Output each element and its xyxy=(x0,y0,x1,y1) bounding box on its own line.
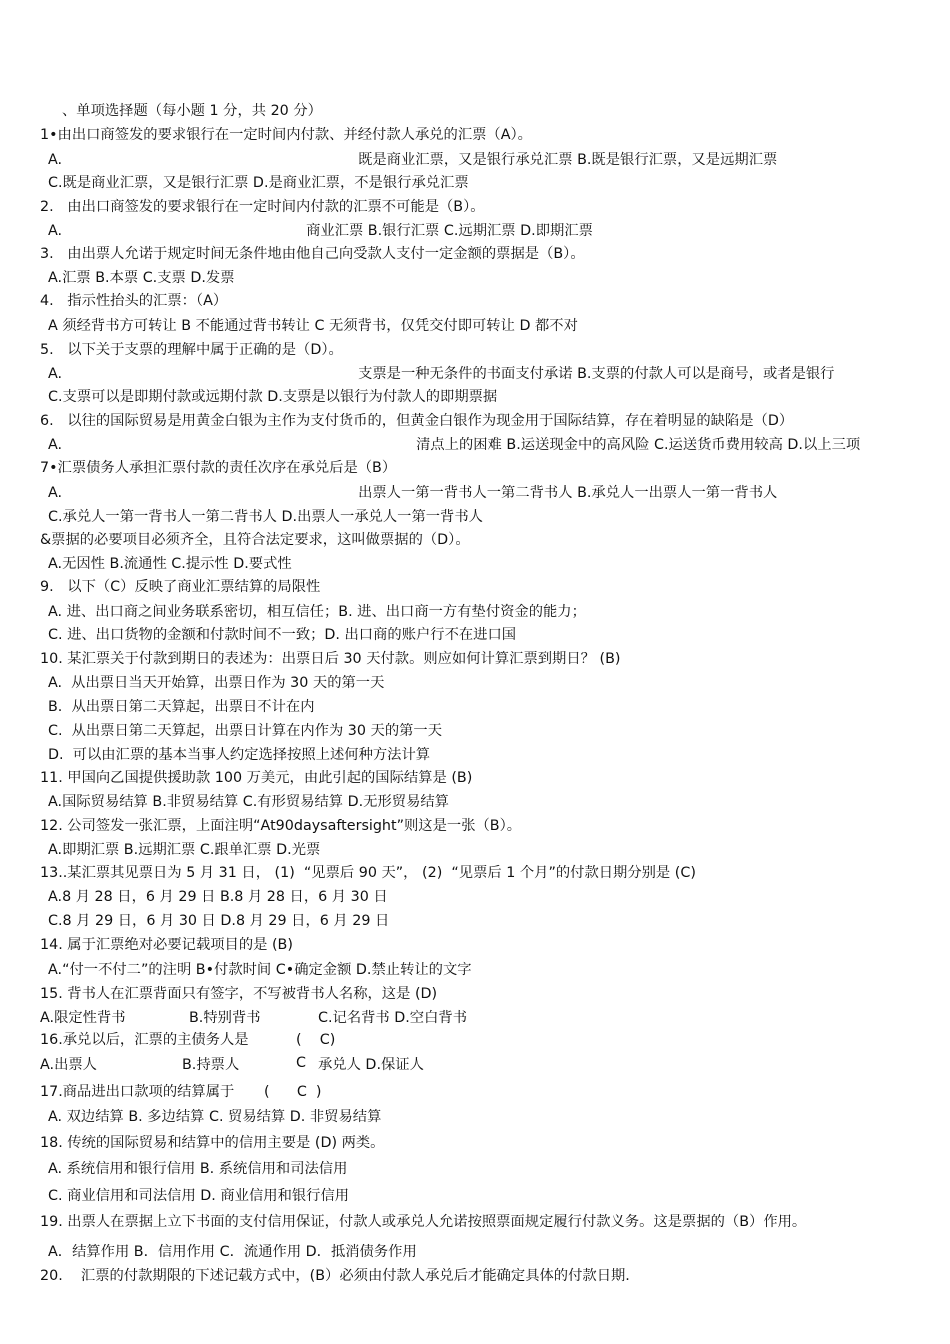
question-2: 2. 由出口商签发的要求银行在一定时间内付款的汇票不可能是（B）。 xyxy=(40,199,485,215)
question-6: 6. 以往的国际贸易是用黄金白银为主作为支付货币的，但黄金白银作为现金用于国际结算，存在着明显的缺陷是（D） xyxy=(40,413,794,429)
question-9: 9. 以下（C）反映了商业汇票结算的局限性 xyxy=(40,579,321,595)
question-6-options xyxy=(48,436,860,454)
question-4: 4. 指示性抬头的汇票：（A） xyxy=(40,293,228,309)
question-14-options: A.“付一不付二”的注明 B•付款时间 C•确定金额 D.禁止转让的文字 xyxy=(48,962,472,978)
question-13-options-ab: A.8 月 28 日，6 月 29 日 B.8 月 28 日，6 月 30 日 xyxy=(48,889,388,905)
option-mark: A. xyxy=(48,152,63,168)
question-9-options-ab: A. 进、出口商之间业务联系密切，相互信任；B. 进、出口商一方有垫付资金的能力； xyxy=(48,604,586,620)
question-10-option-c: C. 从出票日第二天算起，出票日计算在内作为 30 天的第一天 xyxy=(48,723,443,739)
question-7-options-cd: C.承兑人一第一背书人一第二背书人 D.出票人一承兑人一第一背书人 xyxy=(48,509,483,525)
question-3-options: A.汇票 B.本票 C.支票 D.发票 xyxy=(48,270,235,286)
question-16-options-cd: 承兑人 D.保证人 xyxy=(318,1057,424,1073)
question-12-options: A.即期汇票 B.远期汇票 C.跟单汇票 D.光票 xyxy=(48,842,321,858)
question-16-option-c-mark: C xyxy=(296,1055,306,1071)
section-heading: 、单项选择题（每小题 1 分，共 20 分） xyxy=(62,103,322,119)
option-mark: A. xyxy=(48,437,63,453)
question-20: 20. 汇票的付款期限的下述记载方式中，(B）必须由付款人承兑后才能确定具体的付款日期. xyxy=(40,1268,630,1284)
question-17-options: A. 双边结算 B. 多边结算 C. 贸易结算 D. 非贸易结算 xyxy=(48,1109,382,1125)
question-10: 10. 某汇票关于付款到期日的表述为：出票日后 30 天付款。则应如何计算汇票到期日？ (B) xyxy=(40,651,621,667)
question-9-options-cd: C. 进、出口货物的金额和付款时间不一致；D. 出口商的账户行不在进口国 xyxy=(48,627,517,643)
question-18-options-ab: A. 系统信用和银行信用 B. 系统信用和司法信用 xyxy=(48,1161,348,1177)
question-5-options-cd: C.支票可以是即期付款或远期付款 D.支票是以银行为付款人的即期票据 xyxy=(48,389,498,405)
question-16-option-a: A.出票人 xyxy=(40,1057,97,1073)
question-12: 12. 公司签发一张汇票，上面注明“At90daysaftersight”则这是一张（B）。 xyxy=(40,818,522,834)
question-15-options-cd: C.记名背书 D.空白背书 xyxy=(318,1010,467,1026)
question-10-option-d: D. 可以由汇票的基本当事人约定选择按照上述何种方法计算 xyxy=(48,747,431,763)
option-text: 出票人一第一背书人一第二背书人 B.承兑人一出票人一第一背书人 xyxy=(358,485,778,501)
question-3: 3. 由出票人允诺于规定时间无条件地由他自己向受款人支付一定金额的票据是（B）。 xyxy=(40,246,585,262)
question-17-answer: ( C ) xyxy=(264,1084,322,1100)
question-13: 13..某汇票其见票日为 5 月 31 日， (1) “见票后 90 天”， (2) “见票后 1 个月”的付款日期分别是 (C) xyxy=(40,865,696,881)
question-11-options: A.国际贸易结算 B.非贸易结算 C.有形贸易结算 D.无形贸易结算 xyxy=(48,794,449,810)
question-2-options xyxy=(48,222,593,240)
question-1-options-ab xyxy=(48,151,777,169)
option-text: 既是商业汇票，又是银行承兑汇票 B.既是银行汇票，又是远期汇票 xyxy=(358,152,778,168)
question-8: &票据的必要项目必须齐全，且符合法定要求，这叫做票据的（D）。 xyxy=(40,532,470,548)
question-15-option-b: B.特别背书 xyxy=(189,1010,261,1026)
question-14: 14. 属于汇票绝对必要记载项目的是 (B) xyxy=(40,937,293,953)
question-18: 18. 传统的国际贸易和结算中的信用主要是 (D) 两类。 xyxy=(40,1135,385,1151)
question-19: 19. 出票人在票据上立下书面的支付信用保证，付款人或承兑人允诺按照票面规定履行付款义务。这是票据的（B）作用。 xyxy=(40,1214,807,1230)
question-16-answer: ( C) xyxy=(296,1032,336,1048)
question-10-option-a: A. 从出票日当天开始算，出票日作为 30 天的第一天 xyxy=(48,675,385,691)
question-15: 15. 背书人在汇票背面只有签字，不写被背书人名称，这是 (D) xyxy=(40,986,438,1002)
question-4-options: A 须经背书方可转让 B 不能通过背书转让 C 无须背书，仅凭交付即可转让 D 都不对 xyxy=(48,318,578,334)
question-15-option-a: A.限定性背书 xyxy=(40,1010,126,1026)
question-10-option-b: B. 从出票日第二天算起，出票日不计在内 xyxy=(48,699,315,715)
question-16: 16.承兑以后，汇票的主债务人是 xyxy=(40,1032,249,1048)
option-mark: A. xyxy=(48,223,63,239)
question-7: 7•汇票债务人承担汇票付款的责任次序在承兑后是（B） xyxy=(40,460,397,476)
option-mark: A. xyxy=(48,485,63,501)
question-7-options-ab xyxy=(48,484,777,502)
question-11: 11. 甲国向乙国提供援助款 100 万美元，由此引起的国际结算是 (B) xyxy=(40,770,473,786)
option-text: 清点上的困难 B.运送现金中的高风险 C.运送货币费用较高 D.以上三项 xyxy=(416,437,861,453)
option-text: 支票是一种无条件的书面支付承诺 B.支票的付款人可以是商号，或者是银行 xyxy=(358,366,835,382)
question-8-options: A.无因性 B.流通性 C.提示性 D.要式性 xyxy=(48,556,292,572)
question-1-options-cd: C.既是商业汇票，又是银行汇票 D.是商业汇票，不是银行承兑汇票 xyxy=(48,175,469,191)
question-13-options-cd: C.8 月 29 日，6 月 30 日 D.8 月 29 日，6 月 29 日 xyxy=(48,913,390,929)
question-17: 17.商品进出口款项的结算属于 xyxy=(40,1084,235,1100)
option-text: 商业汇票 B.银行汇票 C.远期汇票 D.即期汇票 xyxy=(306,223,593,239)
option-mark: A. xyxy=(48,366,63,382)
question-5: 5. 以下关于支票的理解中属于正确的是（D）。 xyxy=(40,342,343,358)
question-18-options-cd: C. 商业信用和司法信用 D. 商业信用和银行信用 xyxy=(48,1188,350,1204)
question-5-options-ab xyxy=(48,365,834,383)
question-1: 1•由出口商签发的要求银行在一定时间内付款、并经付款人承兑的汇票（A）。 xyxy=(40,127,532,143)
question-16-option-b: B.持票人 xyxy=(182,1057,240,1073)
question-19-options: A．结算作用 B．信用作用 C．流通作用 D．抵消债务作用 xyxy=(48,1244,417,1260)
